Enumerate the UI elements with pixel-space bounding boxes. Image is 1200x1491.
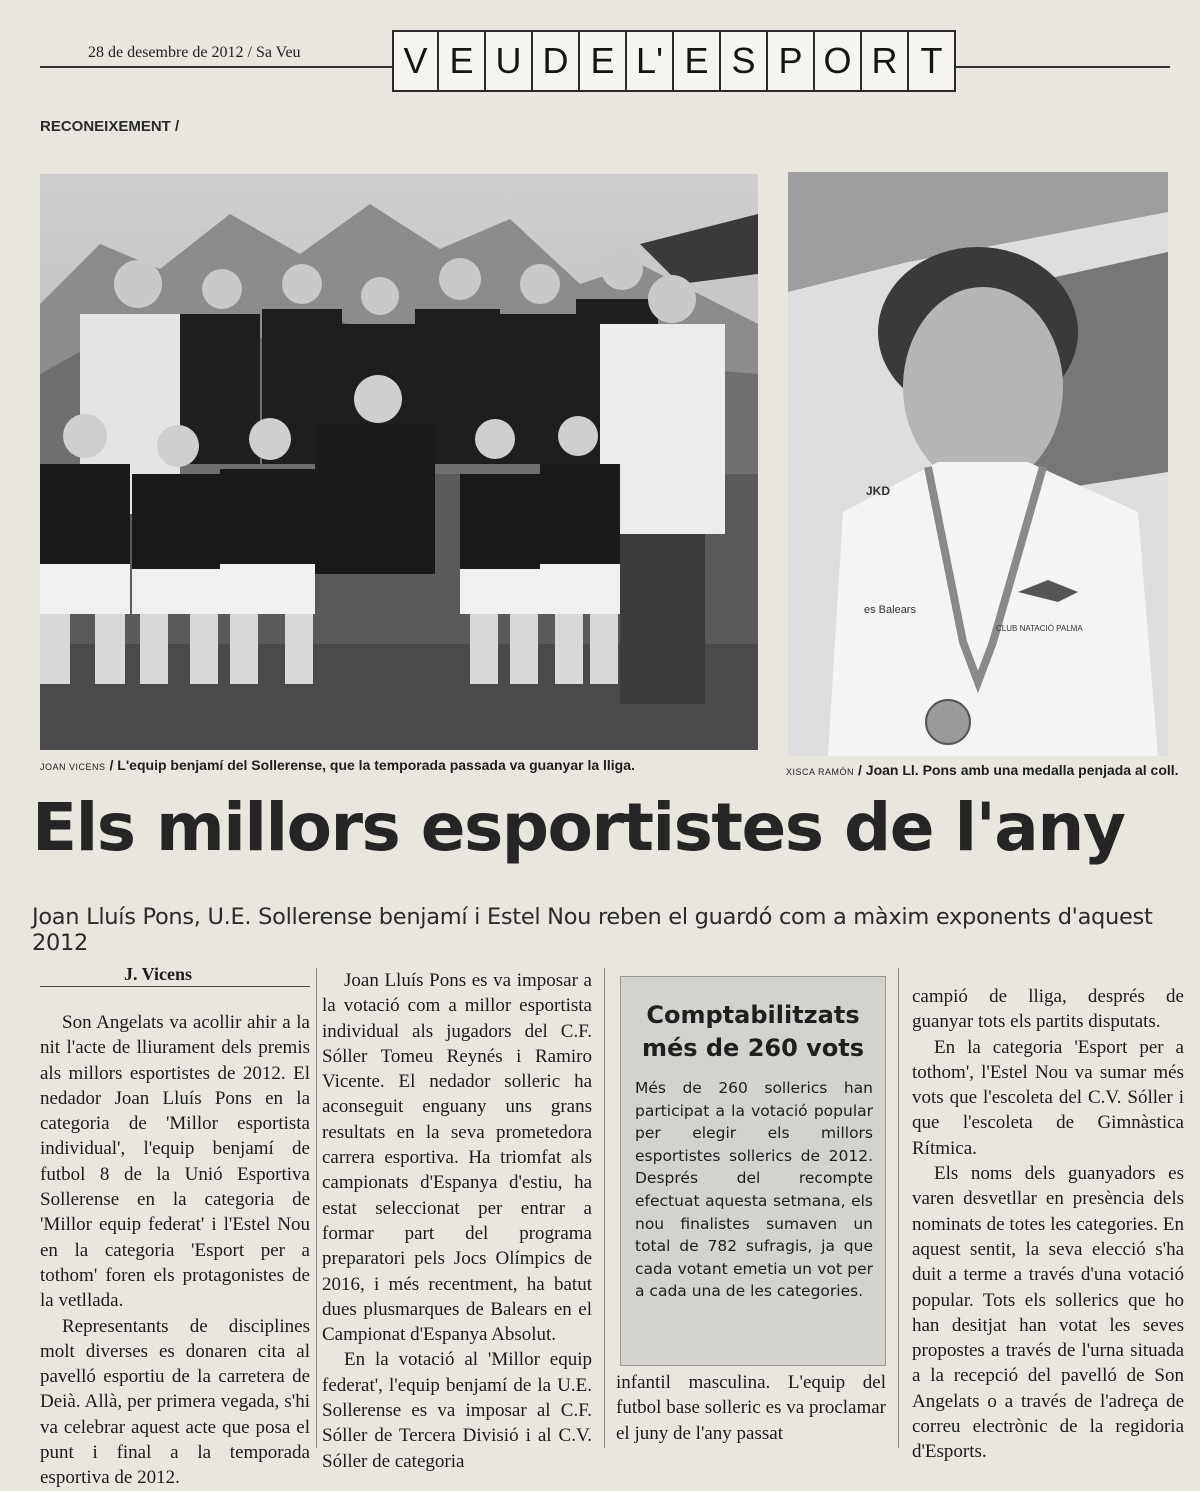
section-letter: E xyxy=(674,30,721,92)
article-headline: Els millors esportistes de l'any xyxy=(32,789,1125,866)
sidebar-title: Comptabilitzats més de 260 vots xyxy=(641,1001,865,1062)
sidebar-body: Més de 260 sollerics han participat a la votació popular per elegir els millors esportistes sollerics de 2012. Després del recompte efectuat aquesta setmana, els nou finalistes sumaven un total de 782 sufragis, ja que cada votant emetia un vot per a cada una de les categories. xyxy=(635,1079,873,1301)
issue-date-source: 28 de desembre de 2012 / Sa Veu xyxy=(88,44,301,61)
column-rule xyxy=(316,968,317,1448)
section-letter: V xyxy=(392,30,439,92)
article-subhead: Joan Lluís Pons, U.E. Sollerense benjamí i Estel Nou reben el guardó com a màxim exponents d'aquest 2012 xyxy=(32,904,1153,956)
shirt-club-text: CLUB NATACIÓ PALMA xyxy=(996,624,1083,633)
paragraph: Els noms dels guanyadors es varen desvetllar en presència dels nominats de totes les categories. En aquest sentit, la seva elecció s'ha duit a terme a través d'una votació popular. Tots els sollerics que ho han desitjat han votat les seves propostes a través de l'urna situada a la recepció del pavelló de Son Angelats o a través de l'adreça de correu electrònic de la regidoria d'Esports. xyxy=(912,1163,1184,1463)
section-title-veu-de-l-esport xyxy=(392,30,956,92)
shirt-brand: JKD xyxy=(866,484,891,498)
section-letter: E xyxy=(580,30,627,92)
article-column-4 xyxy=(912,984,1184,1465)
paragraph: Representants de disciplines molt diverses es donaren cita al pavelló esportiu de la carretera de Deià. Allà, per primera vegada, s'hi va celebrar aquest acte que posa el punt i final a la temporada esportiva de 2012. xyxy=(40,1315,310,1489)
swimmer-photo xyxy=(788,172,1168,756)
section-letter: E xyxy=(439,30,486,92)
section-kicker: RECONEIXEMENT / xyxy=(40,118,180,135)
article-byline: J. Vicens xyxy=(124,964,193,984)
swimmer-photo-caption xyxy=(786,762,1179,778)
section-letter: O xyxy=(815,30,862,92)
photo-credit: JOAN VICENS xyxy=(40,762,106,772)
shirt-logo-text: es Balears xyxy=(864,604,916,616)
paragraph: Joan Lluís Pons es va imposar a la votació com a millor esportista individual als jugadors del C.F. Sóller Tomeu Reynés i Ramiro Vicente. El nedador solleric ha aconseguit enguany uns grans resultats en la seva prometedora carrera esportiva. Ha triomfat als campionats d'Espanya d'estiu, ha estat seleccionat per entrar a formar part del programa preparatori pels Jocs Olímpics de 2016, i més recentment, ha batut dues plusmarques de Balears en el Campionat d'Espanya Absolut. xyxy=(322,970,592,1346)
section-letter: L' xyxy=(627,30,674,92)
photo-credit: XISCA RAMÓN xyxy=(786,767,855,777)
article-column-1 xyxy=(40,1010,310,1491)
section-letter: T xyxy=(909,30,956,92)
paragraph: En la categoria 'Esport per a tothom', l'Estel Nou va sumar més vots que l'escoleta del C.V. Sóller i que l'escoleta de Gimnàstica Rítmica. xyxy=(912,1036,1184,1159)
caption-text: / L'equip benjamí del Sollerense, que la temporada passada va guanyar la lliga. xyxy=(109,757,635,773)
swimmer-photo-illustration xyxy=(788,172,1168,756)
caption-text: / Joan Ll. Pons amb una medalla penjada al coll. xyxy=(858,762,1179,778)
section-letter: P xyxy=(768,30,815,92)
article-column-3 xyxy=(616,1370,886,1446)
article-column-2 xyxy=(322,968,592,1474)
section-letter: U xyxy=(486,30,533,92)
paragraph: En la votació al 'Millor equip federat', l'equip benjamí de la U.E. Sollerense es va imposar al C.F. Sóller de Tercera Divisió i al C.V. Sóller de categoria xyxy=(322,1349,592,1472)
byline-rule xyxy=(40,986,310,987)
section-letter: D xyxy=(533,30,580,92)
team-photo-caption xyxy=(40,757,635,773)
column-rule xyxy=(898,968,899,1448)
paragraph: Son Angelats va acollir ahir a la nit l'acte de lliurament dels premis als millors esportistes de 2012. El nedador Joan Lluís Pons en la categoria de 'Millor esportista individual', l'equip benjamí de futbol 8 de la Unió Esportiva Sollerense en la categoria de 'Millor equip federat' i l'Estel Nou en la categoria 'Esport per a tothom' foren els protagonistes de la vetllada. xyxy=(40,1012,310,1312)
column-rule xyxy=(604,968,605,1448)
team-photo xyxy=(40,174,758,750)
team-photo-illustration xyxy=(40,174,758,750)
section-letter: R xyxy=(862,30,909,92)
paragraph: infantil masculina. L'equip del futbol base solleric es va proclamar el juny de l'any passat xyxy=(616,1372,886,1444)
votes-sidebar-box xyxy=(620,976,886,1366)
section-letter: S xyxy=(721,30,768,92)
paragraph: campió de lliga, després de guanyar tots els partits disputats. xyxy=(912,986,1184,1033)
